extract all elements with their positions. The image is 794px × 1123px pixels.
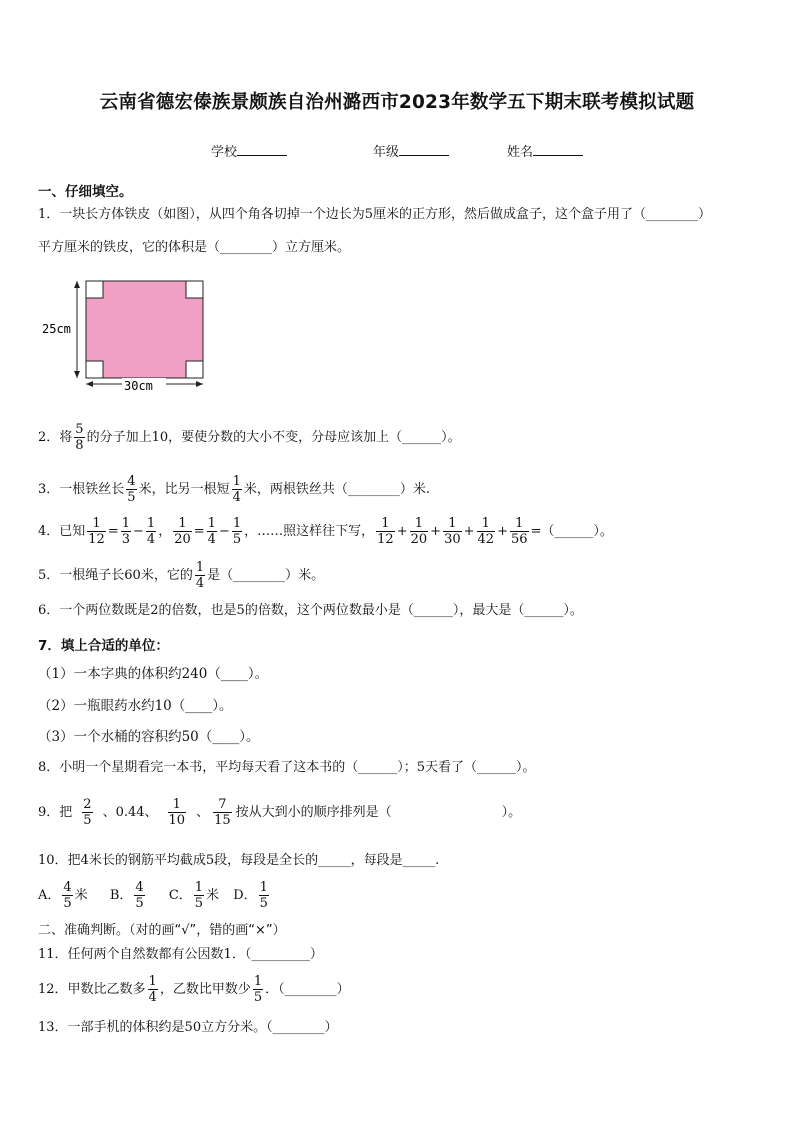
fraction: $\frac{1}{3}$ <box>121 516 131 547</box>
page-title: 云南省德宏傣族景颇族自治州潞西市2023年数学五下期末联考模拟试题 <box>99 92 695 113</box>
fraction: $\frac{1}{5}$ <box>259 880 268 911</box>
height-arrow-top <box>74 281 80 288</box>
question-2: 2．将 $\frac{5}{8}$ 的分子加上10，要使分数的大小不变，分母应该加上（______）。 <box>38 422 461 453</box>
grade-blank[interactable] <box>399 142 449 156</box>
fraction: $\frac{7}{15}$ <box>214 797 231 828</box>
fraction: $\frac{1}{12}$ <box>377 516 394 547</box>
grade-field <box>373 141 449 160</box>
sheet-rect <box>86 281 203 378</box>
section-1-heading: 一、仔细填空。 <box>38 184 133 200</box>
option-b[interactable]: B． $\frac{4}{5}$ <box>109 880 144 911</box>
fraction: $\frac{4}{5}$ <box>135 880 144 911</box>
name-field <box>507 141 583 160</box>
corner-square-tr <box>186 281 203 298</box>
fraction: $\frac{1}{5}$ <box>194 880 204 911</box>
question-8: 8．小明一个星期看完一本书，平均每天看了这本书的（______）；5天看了（______）。 <box>38 760 536 775</box>
grade-label: 年级 <box>373 145 400 160</box>
school-field <box>211 141 287 160</box>
option-d[interactable]: D． $\frac{1}{5}$ <box>233 880 268 911</box>
width-label: 30cm <box>124 379 153 393</box>
fraction: $\frac{1}{20}$ <box>174 516 191 547</box>
school-blank[interactable] <box>237 142 287 156</box>
question-9: 9．把 $\frac{2}{5}$ 、0.44、 $\frac{1}{10}$ 、 $\frac{7}{15}$ 按从大到小的顺序排列是（ ）。 <box>38 797 522 828</box>
fraction: $\frac{1}{4}$ <box>207 516 216 547</box>
option-c[interactable]: C． $\frac{1}{5}$ 米 <box>168 880 220 911</box>
width-arrow-left <box>86 381 93 387</box>
height-label: 25cm <box>42 322 71 336</box>
fraction: $\frac{1}{5}$ <box>253 974 263 1005</box>
fraction: $\frac{4}{5}$ <box>127 474 136 505</box>
question-7-item-2: （2）一瓶眼药水约10（____）。 <box>38 698 233 714</box>
fraction: $\frac{1}{56}$ <box>510 516 528 547</box>
fraction: $\frac{1}{5}$ <box>232 516 242 547</box>
fraction: $\frac{1}{4}$ <box>146 516 156 547</box>
question-3: 3．一根铁丝长 $\frac{4}{5}$ 米，比另一根短 $\frac{1}{4}$ 米，两根铁丝共（________）米. <box>38 474 430 505</box>
fraction: $\frac{1}{12}$ <box>88 516 105 547</box>
question-10-options <box>38 880 271 911</box>
question-10: 10．把4米长的钢筋平均截成5段，每段是全长的_____，每段是_____. <box>38 853 440 868</box>
question-1-line-2: 平方厘米的铁皮，它的体积是（________）立方厘米。 <box>38 240 351 255</box>
fraction: $\frac{2}{5}$ <box>83 797 92 828</box>
question-11: 11．任何两个自然数都有公因数1．（_________） <box>38 947 323 962</box>
fraction: $\frac{1}{4}$ <box>148 974 157 1005</box>
question-1-line-1: 1．一块长方体铁皮（如图），从四个角各切掉一个边长为5厘米的正方形，然后做成盒子，这个盒子用了（________） <box>38 207 712 222</box>
name-label: 姓名 <box>507 145 534 160</box>
section-2-heading: 二、准确判断。（对的画“√”，错的画“×”） <box>38 923 286 938</box>
corner-square-br <box>186 361 203 378</box>
name-blank[interactable] <box>533 142 583 156</box>
fraction: $\frac{1}{4}$ <box>195 560 205 591</box>
school-label: 学校 <box>211 145 238 160</box>
fraction: $\frac{1}{42}$ <box>477 516 495 547</box>
fraction: $\frac{1}{30}$ <box>444 516 461 547</box>
question-7-title: 7．填上合适的单位： <box>38 638 169 654</box>
option-a[interactable]: A． $\frac{4}{5}$ 米 <box>38 880 88 911</box>
question-6: 6．一个两位数既是2的倍数，也是5的倍数，这个两位数最小是（______），最大是（______）。 <box>38 603 583 618</box>
fraction: $\frac{1}{20}$ <box>410 516 428 547</box>
question-5: 5．一根绳子长60米，它的 $\frac{1}{4}$ 是（________）米。 <box>38 560 325 591</box>
fraction: $\frac{1}{4}$ <box>232 474 241 505</box>
sheet-figure <box>40 276 215 396</box>
question-7-item-1: （1）一本字典的体积约240（____）。 <box>38 666 269 682</box>
fraction: $\frac{4}{5}$ <box>63 880 72 911</box>
fraction: $\frac{1}{10}$ <box>168 797 186 828</box>
fraction: $\frac{5}{8}$ <box>75 422 84 453</box>
corner-square-tl <box>86 281 103 298</box>
question-7-item-3: （3）一个水桶的容积约50（____）。 <box>38 729 260 745</box>
question-12: 12．甲数比乙数多 $\frac{1}{4}$ ，乙数比甲数少 $\frac{1}{5}$ ．（________） <box>38 974 350 1005</box>
question-13: 13．一部手机的体积约是50立方分米。（________） <box>38 1020 338 1035</box>
corner-square-bl <box>86 361 103 378</box>
height-arrow-bottom <box>74 371 80 378</box>
width-arrow-right <box>196 381 203 387</box>
question-4: 4．已知 $\frac{1}{12}$ = $\frac{1}{3}$ − $\frac{1}{4}$ ， $\frac{1}{20}$ = $\frac{1}{4}$ − $\frac{1}{5}$ ，……照这样往下写， $\frac{1}{12}$ + $\frac{1}{20}$ + $\frac{1}{30}$ + $\frac{1}{42}$ + $\frac{1}{56}$ =（______）。 <box>38 516 613 547</box>
